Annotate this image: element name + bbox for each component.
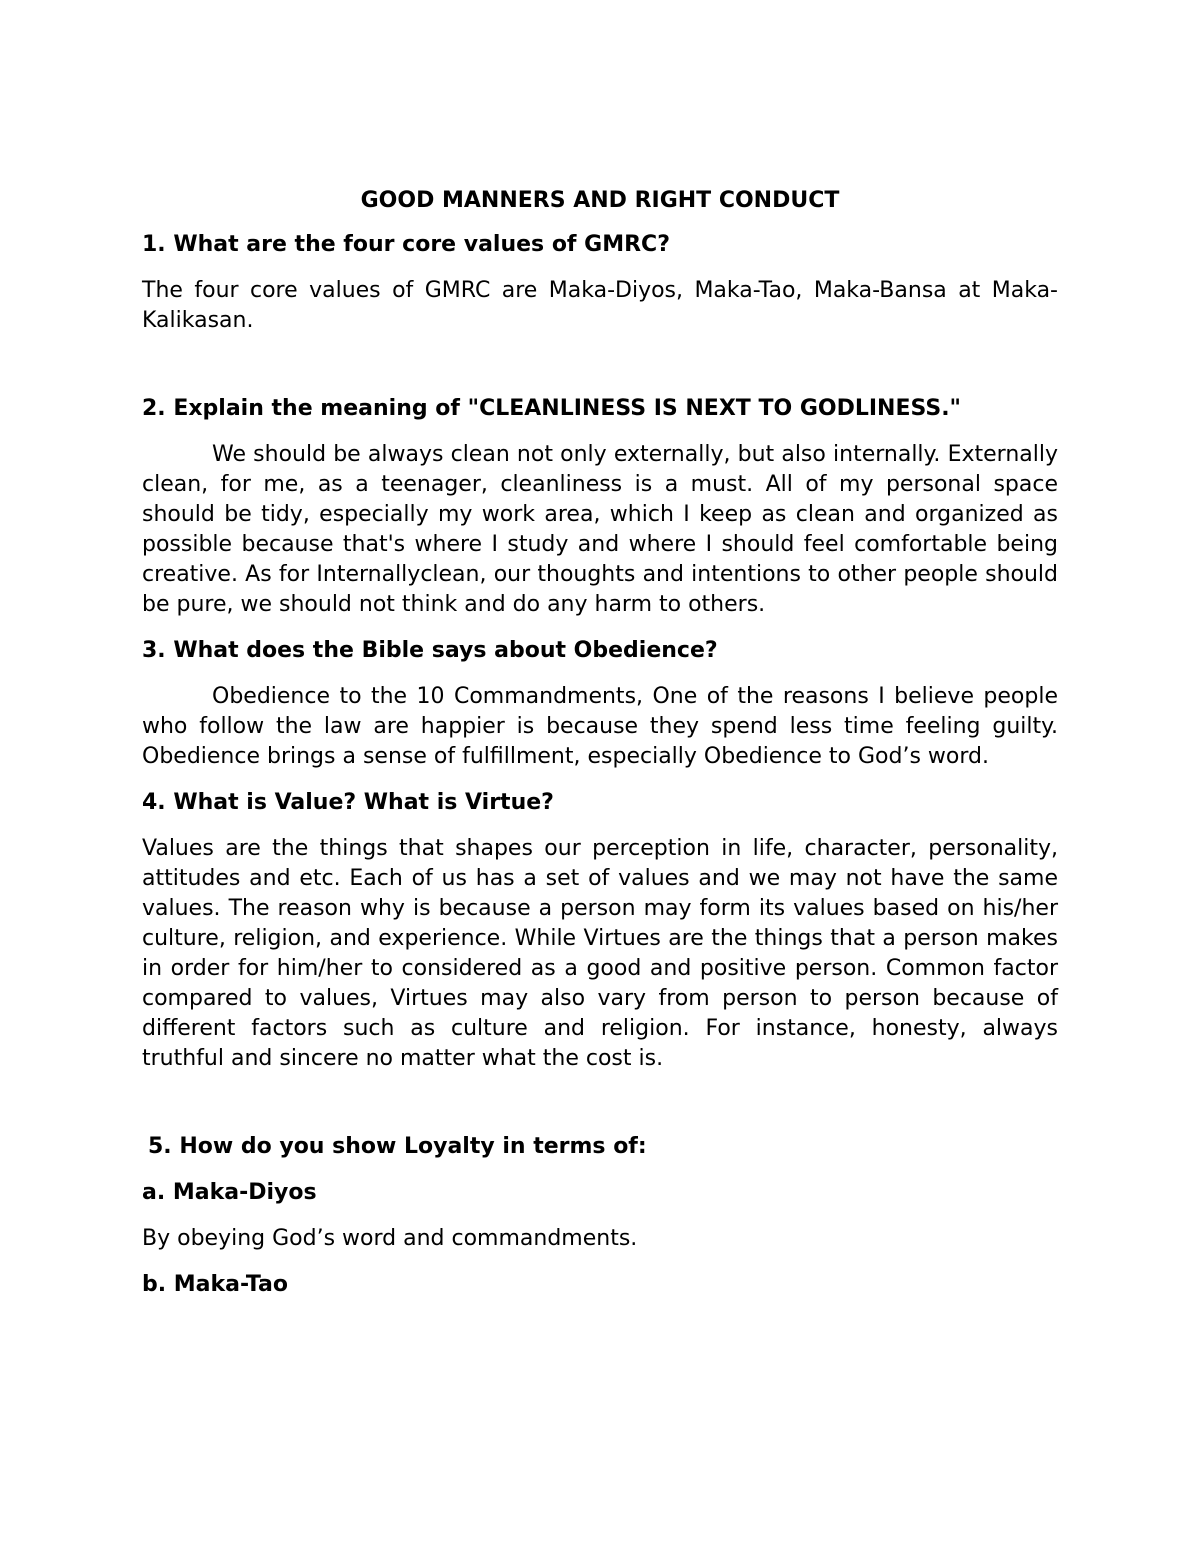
subitem-a-answer: By obeying God’s word and commandments. [142, 1226, 638, 1251]
question-1: 1. What are the four core values of GMRC? [142, 232, 670, 257]
question-3: 3. What does the Bible says about Obedience? [142, 638, 718, 663]
document-title: GOOD MANNERS AND RIGHT CONDUCT [360, 188, 840, 213]
question-5: 5. How do you show Loyalty in terms of: [148, 1134, 647, 1159]
answer-1: The four core values of GMRC are Maka-Diyos, Maka-Tao, Maka-Bansa at Maka-Kalikasan. [142, 278, 1058, 333]
question-2: 2. Explain the meaning of "CLEANLINESS IS NEXT TO GODLINESS." [142, 396, 962, 421]
answer-3: Obedience to the 10 Commandments, One of the reasons I believe people who follow the law are happier is because they spend less time feeling guilty. Obedience brings a sense of fulfillment, especially Obedience to God’s word. [142, 684, 1058, 769]
document-page [142, 186, 1058, 1300]
subitem-a-label: a. Maka-Diyos [142, 1180, 317, 1205]
answer-2: We should be always clean not only externally, but also internally. Externally clean, for me, as a teenager, cleanliness is a must. All of my personal space should be tidy, especially my work area, which I keep as clean and organized as possible because that's where I study and where I should feel comfortable being creative. As for Internallyclean, our thoughts and intentions to other people should be pure, we should not think and do any harm to others. [142, 442, 1058, 617]
question-4: 4. What is Value? What is Virtue? [142, 790, 554, 815]
subitem-b-label: b. Maka-Tao [142, 1272, 289, 1297]
answer-4: Values are the things that shapes our perception in life, character, personality, attitudes and etc. Each of us has a set of values and we may not have the same values. The reason why is because a person may form its values based on his/her culture, religion, and experience. While Virtues are the things that a person makes in order for him/her to considered as a good and positive person. Common factor compared to values, Virtues may also vary from person to person because of different factors such as culture and religion. For instance, honesty, always truthful and sincere no matter what the cost is. [142, 836, 1058, 1071]
